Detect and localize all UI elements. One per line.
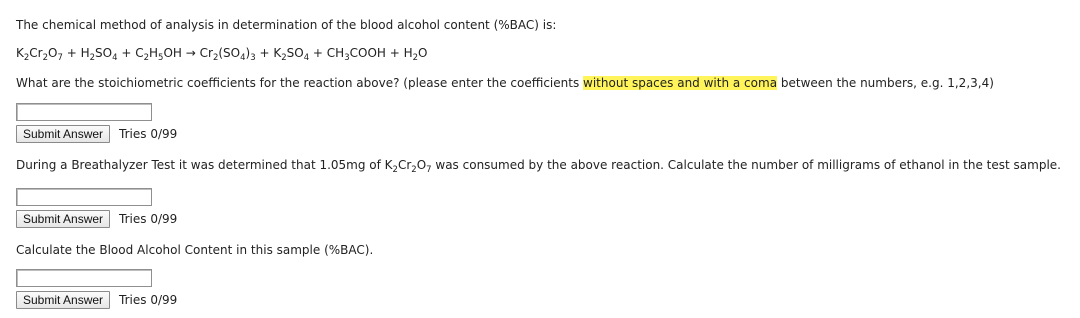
equation-subscript: 2 [212,53,219,63]
chemical-equation [16,45,428,61]
question2-text: O [416,158,427,172]
tries-counter-2: Tries 0/99 [119,212,178,226]
question2-subscript: 2 [411,165,417,175]
equation-subscript: 4 [303,53,310,63]
tries-counter-3: Tries 0/99 [119,293,178,307]
answer-input-3[interactable] [16,269,152,287]
equation-subscript: 2 [23,53,30,63]
equation-subscript: 7 [57,53,63,63]
equation-text: SO [286,46,304,60]
equation-text: K [16,46,24,60]
equation-text: O [418,46,428,60]
submit-row-2 [16,210,177,228]
tries-counter-1: Tries 0/99 [119,127,178,141]
question-1-text-after: between the numbers, e.g. 1,2,3,4) [777,76,994,90]
equation-text: + CH [309,46,345,60]
question-1-text-before: What are the stoichiometric coefficients for the reaction above? (please enter the coefficients [16,76,584,90]
question2-subscript: 7 [426,165,432,175]
equation-subscript: 3 [250,53,256,63]
equation-text: OH → Cr [163,46,213,60]
equation-text: + C [117,46,144,60]
equation-subscript: 4 [240,53,246,63]
submit-answer-button-3[interactable]: Submit Answer [16,291,110,309]
question-2-text [16,157,1061,173]
submit-row-1 [16,125,177,143]
equation-subscript: 2 [143,53,150,63]
equation-subscript: 2 [412,53,419,63]
question2-subscript: 2 [392,165,398,175]
equation-subscript: 5 [158,53,164,63]
equation-subscript: 3 [344,53,350,63]
answer-input-2[interactable] [16,188,152,206]
equation-text: O [48,46,58,60]
equation-subscript: 2 [42,53,49,63]
equation-text: + K [255,46,282,60]
equation-text: COOH + H [349,46,413,60]
equation-text: SO [95,46,113,60]
submit-answer-button-2[interactable]: Submit Answer [16,210,110,228]
equation-text: H [149,46,159,60]
equation-text: + H [62,46,90,60]
question2-text: was consumed by the above reaction. Calculate the number of milligrams of ethanol in the test sample. [431,158,1061,172]
question-3-text: Calculate the Blood Alcohol Content in this sample (%BAC). [16,243,374,257]
question-1-highlight: without spaces and with a coma [583,76,778,90]
question2-text: During a Breathalyzer Test it was determined that 1.05mg of K [16,158,393,172]
question-1-text [16,75,994,91]
equation-text: ) [245,46,251,60]
submit-row-3 [16,291,177,309]
submit-answer-button-1[interactable]: Submit Answer [16,125,110,143]
question2-text: Cr [397,158,412,172]
equation-subscript: 2 [89,53,96,63]
equation-subscript: 4 [112,53,118,63]
intro-text: The chemical method of analysis in determination of the blood alcohol content (%BAC) is: [16,18,557,32]
equation-text: (SO [218,46,241,60]
equation-subscript: 2 [281,53,287,63]
answer-input-1[interactable] [16,103,152,121]
equation-text: Cr [29,46,43,60]
